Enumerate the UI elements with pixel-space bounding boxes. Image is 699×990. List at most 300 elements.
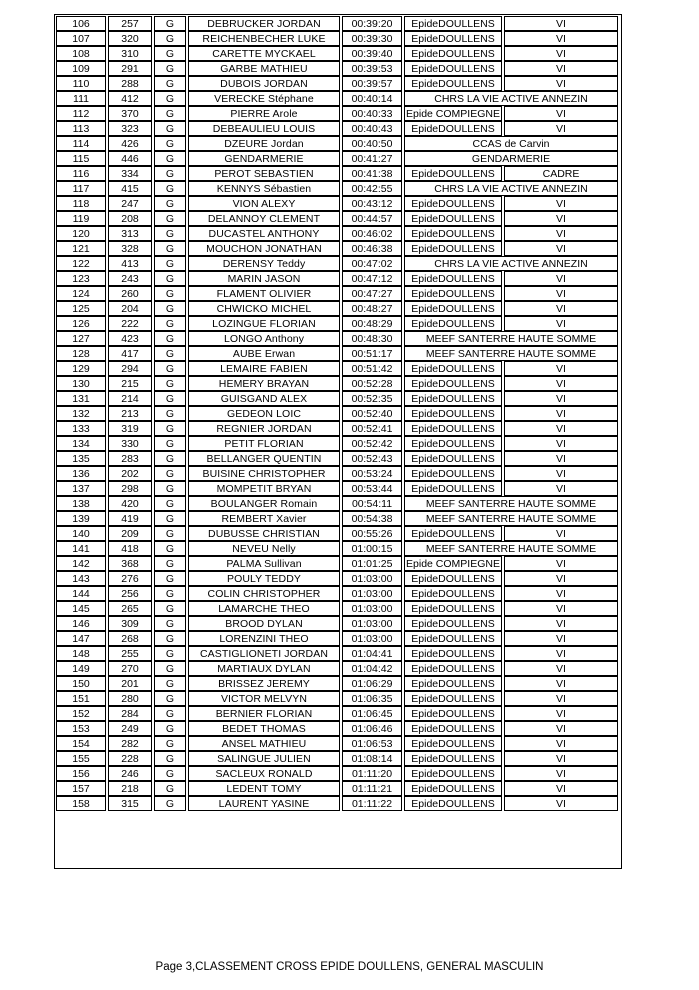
runner-name-cell: BEDET THOMAS — [188, 721, 340, 736]
club-cell: EpideDOULLENS — [404, 646, 502, 661]
runner-name-cell: LOZINGUE FLORIAN — [188, 316, 340, 331]
rank-cell: 116 — [56, 166, 106, 181]
runner-name-cell: DEBRUCKER JORDAN — [188, 16, 340, 31]
club-cell: EpideDOULLENS — [404, 436, 502, 451]
status-cell: VI — [504, 721, 618, 736]
runner-name-cell: GENDARMERIE — [188, 151, 340, 166]
club-cell: EpideDOULLENS — [404, 241, 502, 256]
category-cell: G — [154, 316, 186, 331]
club-cell: EpideDOULLENS — [404, 406, 502, 421]
table-row — [56, 331, 618, 346]
bib-cell: 412 — [108, 91, 152, 106]
bib-cell: 298 — [108, 481, 152, 496]
category-cell: G — [154, 676, 186, 691]
table-row — [56, 61, 618, 76]
bib-cell: 280 — [108, 691, 152, 706]
time-cell: 00:53:24 — [342, 466, 402, 481]
status-cell: VI — [504, 706, 618, 721]
bib-cell: 284 — [108, 706, 152, 721]
club-cell: EpideDOULLENS — [404, 766, 502, 781]
category-cell: G — [154, 361, 186, 376]
bib-cell: 283 — [108, 451, 152, 466]
rank-cell: 112 — [56, 106, 106, 121]
table-row — [56, 151, 618, 166]
rank-cell: 140 — [56, 526, 106, 541]
time-cell: 01:04:42 — [342, 661, 402, 676]
runner-name-cell: GARBE MATHIEU — [188, 61, 340, 76]
rank-cell: 138 — [56, 496, 106, 511]
runner-name-cell: HEMERY BRAYAN — [188, 376, 340, 391]
time-cell: 00:48:27 — [342, 301, 402, 316]
runner-name-cell: BERNIER FLORIAN — [188, 706, 340, 721]
runner-name-cell: LEMAIRE FABIEN — [188, 361, 340, 376]
time-cell: 01:03:00 — [342, 586, 402, 601]
rank-cell: 150 — [56, 676, 106, 691]
time-cell: 00:52:42 — [342, 436, 402, 451]
runner-name-cell: PALMA Sullivan — [188, 556, 340, 571]
rank-cell: 149 — [56, 661, 106, 676]
club-cell: EpideDOULLENS — [404, 166, 502, 181]
runner-name-cell: AUBE Erwan — [188, 346, 340, 361]
table-row — [56, 181, 618, 196]
time-cell: 01:06:29 — [342, 676, 402, 691]
club-cell: EpideDOULLENS — [404, 301, 502, 316]
runner-name-cell: CHWICKO MICHEL — [188, 301, 340, 316]
time-cell: 00:53:44 — [342, 481, 402, 496]
category-cell: G — [154, 706, 186, 721]
runner-name-cell: BRISSEZ JEREMY — [188, 676, 340, 691]
runner-name-cell: DERENSY Teddy — [188, 256, 340, 271]
club-cell: GENDARMERIE — [404, 151, 618, 166]
table-row — [56, 451, 618, 466]
rank-cell: 139 — [56, 511, 106, 526]
club-cell: Epide COMPIEGNE — [404, 106, 502, 121]
status-cell: VI — [504, 781, 618, 796]
bib-cell: 423 — [108, 331, 152, 346]
time-cell: 00:46:38 — [342, 241, 402, 256]
rank-cell: 125 — [56, 301, 106, 316]
table-row — [56, 316, 618, 331]
rank-cell: 148 — [56, 646, 106, 661]
category-cell: G — [154, 601, 186, 616]
club-cell: EpideDOULLENS — [404, 781, 502, 796]
table-row — [56, 781, 618, 796]
table-row — [56, 586, 618, 601]
time-cell: 00:51:17 — [342, 346, 402, 361]
category-cell: G — [154, 766, 186, 781]
status-cell: VI — [504, 556, 618, 571]
club-cell: EpideDOULLENS — [404, 451, 502, 466]
status-cell: VI — [504, 586, 618, 601]
status-cell: VI — [504, 751, 618, 766]
bib-cell: 260 — [108, 286, 152, 301]
club-cell: EpideDOULLENS — [404, 121, 502, 136]
table-row — [56, 796, 618, 811]
rank-cell: 115 — [56, 151, 106, 166]
time-cell: 00:40:33 — [342, 106, 402, 121]
category-cell: G — [154, 181, 186, 196]
bib-cell: 256 — [108, 586, 152, 601]
rank-cell: 133 — [56, 421, 106, 436]
status-cell: CADRE — [504, 166, 618, 181]
club-cell: EpideDOULLENS — [404, 31, 502, 46]
runner-name-cell: DELANNOY CLEMENT — [188, 211, 340, 226]
bib-cell: 291 — [108, 61, 152, 76]
rank-cell: 154 — [56, 736, 106, 751]
category-cell: G — [154, 61, 186, 76]
status-cell: VI — [504, 196, 618, 211]
category-cell: G — [154, 751, 186, 766]
bib-cell: 288 — [108, 76, 152, 91]
table-row — [56, 286, 618, 301]
status-cell: VI — [504, 211, 618, 226]
time-cell: 00:52:35 — [342, 391, 402, 406]
status-cell: VI — [504, 16, 618, 31]
rank-cell: 107 — [56, 31, 106, 46]
club-cell: EpideDOULLENS — [404, 796, 502, 811]
club-cell: EpideDOULLENS — [404, 76, 502, 91]
bib-cell: 294 — [108, 361, 152, 376]
table-row — [56, 391, 618, 406]
club-cell: EpideDOULLENS — [404, 16, 502, 31]
rank-cell: 155 — [56, 751, 106, 766]
club-cell: EpideDOULLENS — [404, 751, 502, 766]
bib-cell: 276 — [108, 571, 152, 586]
table-row — [56, 616, 618, 631]
category-cell: G — [154, 526, 186, 541]
bib-cell: 247 — [108, 196, 152, 211]
rank-cell: 113 — [56, 121, 106, 136]
bib-cell: 255 — [108, 646, 152, 661]
category-cell: G — [154, 691, 186, 706]
rank-cell: 121 — [56, 241, 106, 256]
club-cell: EpideDOULLENS — [404, 391, 502, 406]
rank-cell: 127 — [56, 331, 106, 346]
time-cell: 00:46:02 — [342, 226, 402, 241]
status-cell: VI — [504, 481, 618, 496]
table-row — [56, 526, 618, 541]
runner-name-cell: BROOD DYLAN — [188, 616, 340, 631]
table-row — [56, 736, 618, 751]
time-cell: 01:11:21 — [342, 781, 402, 796]
time-cell: 00:48:29 — [342, 316, 402, 331]
table-row — [56, 721, 618, 736]
bib-cell: 319 — [108, 421, 152, 436]
status-cell: VI — [504, 736, 618, 751]
bib-cell: 418 — [108, 541, 152, 556]
rank-cell: 152 — [56, 706, 106, 721]
bib-cell: 330 — [108, 436, 152, 451]
table-row — [56, 106, 618, 121]
status-cell: VI — [504, 661, 618, 676]
rank-cell: 124 — [56, 286, 106, 301]
bib-cell: 320 — [108, 31, 152, 46]
bib-cell: 257 — [108, 16, 152, 31]
time-cell: 00:52:28 — [342, 376, 402, 391]
rank-cell: 106 — [56, 16, 106, 31]
rank-cell: 128 — [56, 346, 106, 361]
status-cell: VI — [504, 271, 618, 286]
category-cell: G — [154, 436, 186, 451]
time-cell: 00:52:40 — [342, 406, 402, 421]
category-cell: G — [154, 166, 186, 181]
time-cell: 00:47:02 — [342, 256, 402, 271]
bib-cell: 268 — [108, 631, 152, 646]
rank-cell: 135 — [56, 451, 106, 466]
status-cell: VI — [504, 31, 618, 46]
club-cell: EpideDOULLENS — [404, 46, 502, 61]
rank-cell: 141 — [56, 541, 106, 556]
club-cell: EpideDOULLENS — [404, 316, 502, 331]
bib-cell: 201 — [108, 676, 152, 691]
bib-cell: 228 — [108, 751, 152, 766]
category-cell: G — [154, 31, 186, 46]
status-cell: VI — [504, 451, 618, 466]
time-cell: 01:01:25 — [342, 556, 402, 571]
time-cell: 01:06:53 — [342, 736, 402, 751]
runner-name-cell: VERECKE Stéphane — [188, 91, 340, 106]
runner-name-cell: REICHENBECHER LUKE — [188, 31, 340, 46]
category-cell: G — [154, 631, 186, 646]
club-cell: EpideDOULLENS — [404, 706, 502, 721]
category-cell: G — [154, 91, 186, 106]
club-cell: CCAS de Carvin — [404, 136, 618, 151]
time-cell: 00:52:43 — [342, 451, 402, 466]
rank-cell: 136 — [56, 466, 106, 481]
club-cell: MEEF SANTERRE HAUTE SOMME — [404, 496, 618, 511]
runner-name-cell: LONGO Anthony — [188, 331, 340, 346]
table-row — [56, 601, 618, 616]
runner-name-cell: REGNIER JORDAN — [188, 421, 340, 436]
club-cell: EpideDOULLENS — [404, 466, 502, 481]
runner-name-cell: POULY TEDDY — [188, 571, 340, 586]
club-cell: EpideDOULLENS — [404, 721, 502, 736]
bib-cell: 323 — [108, 121, 152, 136]
club-cell: CHRS LA VIE ACTIVE ANNEZIN — [404, 181, 618, 196]
rank-cell: 156 — [56, 766, 106, 781]
club-cell: EpideDOULLENS — [404, 211, 502, 226]
runner-name-cell: REMBERT Xavier — [188, 511, 340, 526]
category-cell: G — [154, 346, 186, 361]
rank-cell: 151 — [56, 691, 106, 706]
bib-cell: 222 — [108, 316, 152, 331]
rank-cell: 134 — [56, 436, 106, 451]
runner-name-cell: DUBOIS JORDAN — [188, 76, 340, 91]
rank-cell: 117 — [56, 181, 106, 196]
club-cell: EpideDOULLENS — [404, 361, 502, 376]
rank-cell: 142 — [56, 556, 106, 571]
club-cell: EpideDOULLENS — [404, 481, 502, 496]
rank-cell: 114 — [56, 136, 106, 151]
status-cell: VI — [504, 226, 618, 241]
time-cell: 00:39:30 — [342, 31, 402, 46]
time-cell: 00:44:57 — [342, 211, 402, 226]
club-cell: EpideDOULLENS — [404, 601, 502, 616]
table-row — [56, 91, 618, 106]
rank-cell: 130 — [56, 376, 106, 391]
status-cell: VI — [504, 601, 618, 616]
table-row — [56, 706, 618, 721]
time-cell: 00:41:38 — [342, 166, 402, 181]
runner-name-cell: ANSEL MATHIEU — [188, 736, 340, 751]
club-cell: EpideDOULLENS — [404, 691, 502, 706]
runner-name-cell: GEDEON LOIC — [188, 406, 340, 421]
runner-name-cell: LAMARCHE THEO — [188, 601, 340, 616]
bib-cell: 202 — [108, 466, 152, 481]
runner-name-cell: VICTOR MELVYN — [188, 691, 340, 706]
runner-name-cell: SALINGUE JULIEN — [188, 751, 340, 766]
bib-cell: 328 — [108, 241, 152, 256]
time-cell: 00:41:27 — [342, 151, 402, 166]
runner-name-cell: MARIN JASON — [188, 271, 340, 286]
status-cell: VI — [504, 406, 618, 421]
table-row — [56, 466, 618, 481]
club-cell: EpideDOULLENS — [404, 616, 502, 631]
runner-name-cell: BUISINE CHRISTOPHER — [188, 466, 340, 481]
table-row — [56, 556, 618, 571]
category-cell: G — [154, 121, 186, 136]
table-row — [56, 121, 618, 136]
status-cell: VI — [504, 46, 618, 61]
category-cell: G — [154, 496, 186, 511]
runner-name-cell: PEROT SEBASTIEN — [188, 166, 340, 181]
runner-name-cell: PETIT FLORIAN — [188, 436, 340, 451]
rank-cell: 132 — [56, 406, 106, 421]
rank-cell: 146 — [56, 616, 106, 631]
rank-cell: 110 — [56, 76, 106, 91]
time-cell: 00:40:43 — [342, 121, 402, 136]
bib-cell: 204 — [108, 301, 152, 316]
bib-cell: 426 — [108, 136, 152, 151]
status-cell: VI — [504, 376, 618, 391]
bib-cell: 368 — [108, 556, 152, 571]
rank-cell: 143 — [56, 571, 106, 586]
time-cell: 00:39:40 — [342, 46, 402, 61]
runner-name-cell: COLIN CHRISTOPHER — [188, 586, 340, 601]
category-cell: G — [154, 286, 186, 301]
category-cell: G — [154, 586, 186, 601]
table-row — [56, 661, 618, 676]
status-cell: VI — [504, 646, 618, 661]
runner-name-cell: MARTIAUX DYLAN — [188, 661, 340, 676]
bib-cell: 208 — [108, 211, 152, 226]
time-cell: 00:51:42 — [342, 361, 402, 376]
time-cell: 00:39:20 — [342, 16, 402, 31]
category-cell: G — [154, 331, 186, 346]
table-row — [56, 676, 618, 691]
time-cell: 01:11:22 — [342, 796, 402, 811]
runner-name-cell: NEVEU Nelly — [188, 541, 340, 556]
table-row — [56, 421, 618, 436]
table-row — [56, 16, 618, 31]
table-row — [56, 46, 618, 61]
time-cell: 00:40:14 — [342, 91, 402, 106]
table-row — [56, 691, 618, 706]
time-cell: 00:42:55 — [342, 181, 402, 196]
time-cell: 00:52:41 — [342, 421, 402, 436]
time-cell: 01:00:15 — [342, 541, 402, 556]
club-cell: EpideDOULLENS — [404, 286, 502, 301]
category-cell: G — [154, 106, 186, 121]
rank-cell: 129 — [56, 361, 106, 376]
category-cell: G — [154, 241, 186, 256]
table-row — [56, 406, 618, 421]
runner-name-cell: SACLEUX RONALD — [188, 766, 340, 781]
rank-cell: 153 — [56, 721, 106, 736]
time-cell: 00:47:12 — [342, 271, 402, 286]
category-cell: G — [154, 406, 186, 421]
club-cell: MEEF SANTERRE HAUTE SOMME — [404, 541, 618, 556]
category-cell: G — [154, 571, 186, 586]
status-cell: VI — [504, 526, 618, 541]
status-cell: VI — [504, 361, 618, 376]
club-cell: Epide COMPIEGNE — [404, 556, 502, 571]
rank-cell: 109 — [56, 61, 106, 76]
runner-name-cell: PIERRE Arole — [188, 106, 340, 121]
bib-cell: 310 — [108, 46, 152, 61]
runner-name-cell: VION ALEXY — [188, 196, 340, 211]
bib-cell: 214 — [108, 391, 152, 406]
category-cell: G — [154, 46, 186, 61]
category-cell: G — [154, 256, 186, 271]
time-cell: 01:06:45 — [342, 706, 402, 721]
category-cell: G — [154, 616, 186, 631]
table-row — [56, 631, 618, 646]
table-row — [56, 196, 618, 211]
status-cell: VI — [504, 466, 618, 481]
bib-cell: 315 — [108, 796, 152, 811]
club-cell: EpideDOULLENS — [404, 676, 502, 691]
status-cell: VI — [504, 61, 618, 76]
rank-cell: 158 — [56, 796, 106, 811]
time-cell: 01:03:00 — [342, 631, 402, 646]
runner-name-cell: MOMPETIT BRYAN — [188, 481, 340, 496]
rank-cell: 111 — [56, 91, 106, 106]
status-cell: VI — [504, 571, 618, 586]
rank-cell: 120 — [56, 226, 106, 241]
rank-cell: 118 — [56, 196, 106, 211]
bib-cell: 213 — [108, 406, 152, 421]
runner-name-cell: LEDENT TOMY — [188, 781, 340, 796]
time-cell: 01:03:00 — [342, 571, 402, 586]
bib-cell: 249 — [108, 721, 152, 736]
status-cell: VI — [504, 691, 618, 706]
category-cell: G — [154, 301, 186, 316]
category-cell: G — [154, 796, 186, 811]
rank-cell: 123 — [56, 271, 106, 286]
runner-name-cell: GUISGAND ALEX — [188, 391, 340, 406]
rank-cell: 137 — [56, 481, 106, 496]
category-cell: G — [154, 451, 186, 466]
time-cell: 01:08:14 — [342, 751, 402, 766]
table-row — [56, 241, 618, 256]
table-row — [56, 166, 618, 181]
status-cell: VI — [504, 631, 618, 646]
table-row — [56, 571, 618, 586]
category-cell: G — [154, 511, 186, 526]
table-row — [56, 376, 618, 391]
status-cell: VI — [504, 76, 618, 91]
runner-name-cell: CASTIGLIONETI JORDAN — [188, 646, 340, 661]
table-row — [56, 256, 618, 271]
time-cell: 00:39:57 — [342, 76, 402, 91]
bib-cell: 419 — [108, 511, 152, 526]
category-cell: G — [154, 391, 186, 406]
time-cell: 01:04:41 — [342, 646, 402, 661]
club-cell: EpideDOULLENS — [404, 586, 502, 601]
time-cell: 01:03:00 — [342, 601, 402, 616]
club-cell: MEEF SANTERRE HAUTE SOMME — [404, 511, 618, 526]
